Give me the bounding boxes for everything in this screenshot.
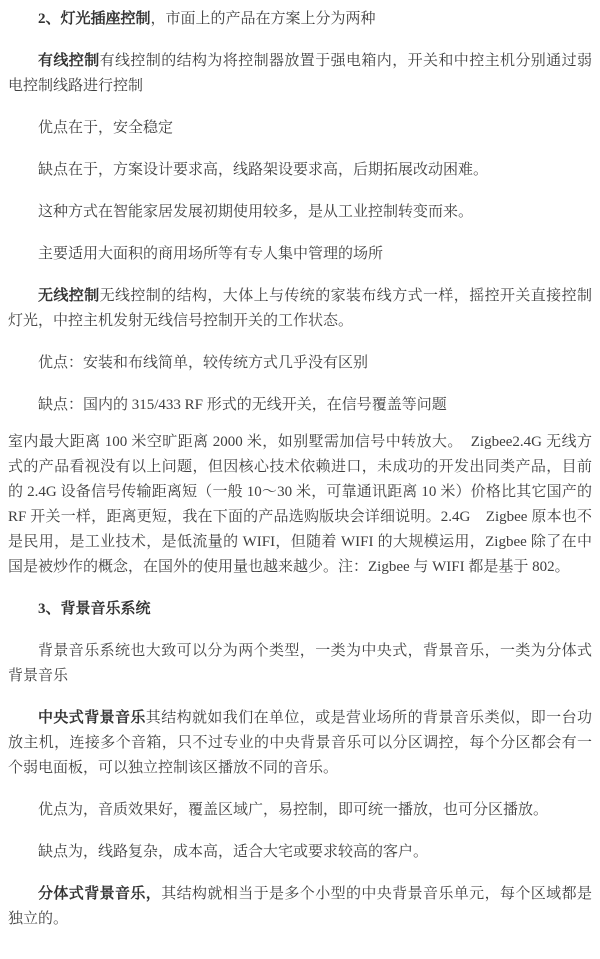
paragraph — [8, 242, 592, 267]
paragraph — [8, 284, 592, 334]
paragraph-bold-lead: 2、灯光插座控制 — [38, 11, 151, 27]
paragraph-text: 无线控制的结构，大体上与传统的家装布线方式一样，摇控开关直接控制灯光，中控主机发射无线信号控制开关的工作状态。 — [8, 288, 592, 329]
paragraph — [8, 49, 592, 99]
paragraph — [8, 351, 592, 376]
paragraph-text: 缺点为，线路复杂，成本高，适合大宅或要求较高的客户。 — [38, 844, 429, 860]
paragraph-text: 这种方式在智能家居发展初期使用较多，是从工业控制转变而来。 — [38, 204, 474, 220]
paragraph-text: 优点在于，安全稳定 — [38, 120, 174, 136]
paragraph-text: 缺点：国内的 315/433 RF 形式的无线开关，在信号覆盖等问题 — [38, 397, 447, 413]
paragraph-bold-lead: 分体式背景音乐， — [38, 886, 162, 902]
paragraph — [8, 882, 592, 932]
paragraph-text: 缺点在于，方案设计要求高，线路架设要求高，后期拓展改动困难。 — [38, 162, 489, 178]
paragraph-text: 优点：安装和布线简单，较传统方式几乎没有区别 — [38, 355, 369, 371]
paragraph — [8, 597, 592, 622]
paragraph-bold-lead: 3、背景音乐系统 — [38, 601, 151, 617]
paragraph-text: 优点为，音质效果好，覆盖区域广，易控制，即可统一播放，也可分区播放。 — [38, 802, 549, 818]
paragraph — [8, 7, 592, 32]
paragraph-text: 有线控制的结构为将控制器放置于强电箱内，开关和中控主机分别通过弱电控制线路进行控制 — [8, 53, 592, 94]
paragraph — [8, 158, 592, 183]
paragraph — [8, 200, 592, 225]
paragraph-text: 室内最大距离 100 米空旷距离 2000 米，如别墅需加信号中转放大。 Zigbee2.4G 无线方式的产品看视没有以上问题，但因核心技术依赖进口，未成功的开发出同类产品，目前的 2.4G 设备信号传输距离短（一般 10～30 米，可靠通讯距离 10 米）价格比其它国产的 RF 开关一样，距离更短，我在下面的产品选购版块会详细说明。2.4G Zigbee 原本也不是民用，是工业技术，是低流量的 WIFI，但随着 WIFI 的大规模运用，Zigbee 除了在中国是被炒作的概念，在国外的使用量也越来越少。注：Zigbee 与 WIFI 都是基于 802。 — [8, 434, 592, 575]
paragraph-text: ，市面上的产品在方案上分为两种 — [150, 11, 376, 27]
paragraph-list — [8, 7, 592, 932]
paragraph-text: 背景音乐系统也大致可以分为两个类型，一类为中央式，背景音乐，一类为分体式背景音乐 — [8, 643, 592, 684]
paragraph — [8, 430, 592, 580]
paragraph — [8, 706, 592, 781]
paragraph-bold-lead: 有线控制 — [38, 53, 100, 69]
paragraph — [8, 116, 592, 141]
paragraph — [8, 840, 592, 865]
paragraph — [8, 639, 592, 689]
paragraph-text: 其结构就相当于是多个小型的中央背景音乐单元，每个区域都是独立的。 — [8, 886, 592, 927]
paragraph — [8, 798, 592, 823]
paragraph-bold-lead: 中央式背景音乐 — [38, 710, 146, 726]
paragraph — [8, 393, 592, 418]
paragraph-text: 其结构就如我们在单位，或是营业场所的背景音乐类似，即一台功放主机，连接多个音箱，只不过专业的中央背景音乐可以分区调控，每个分区都会有一个弱电面板，可以独立控制该区播放不同的音乐。 — [8, 710, 592, 776]
paragraph-bold-lead: 无线控制 — [38, 288, 100, 304]
paragraph-text: 主要适用大面积的商用场所等有专人集中管理的场所 — [38, 246, 384, 262]
